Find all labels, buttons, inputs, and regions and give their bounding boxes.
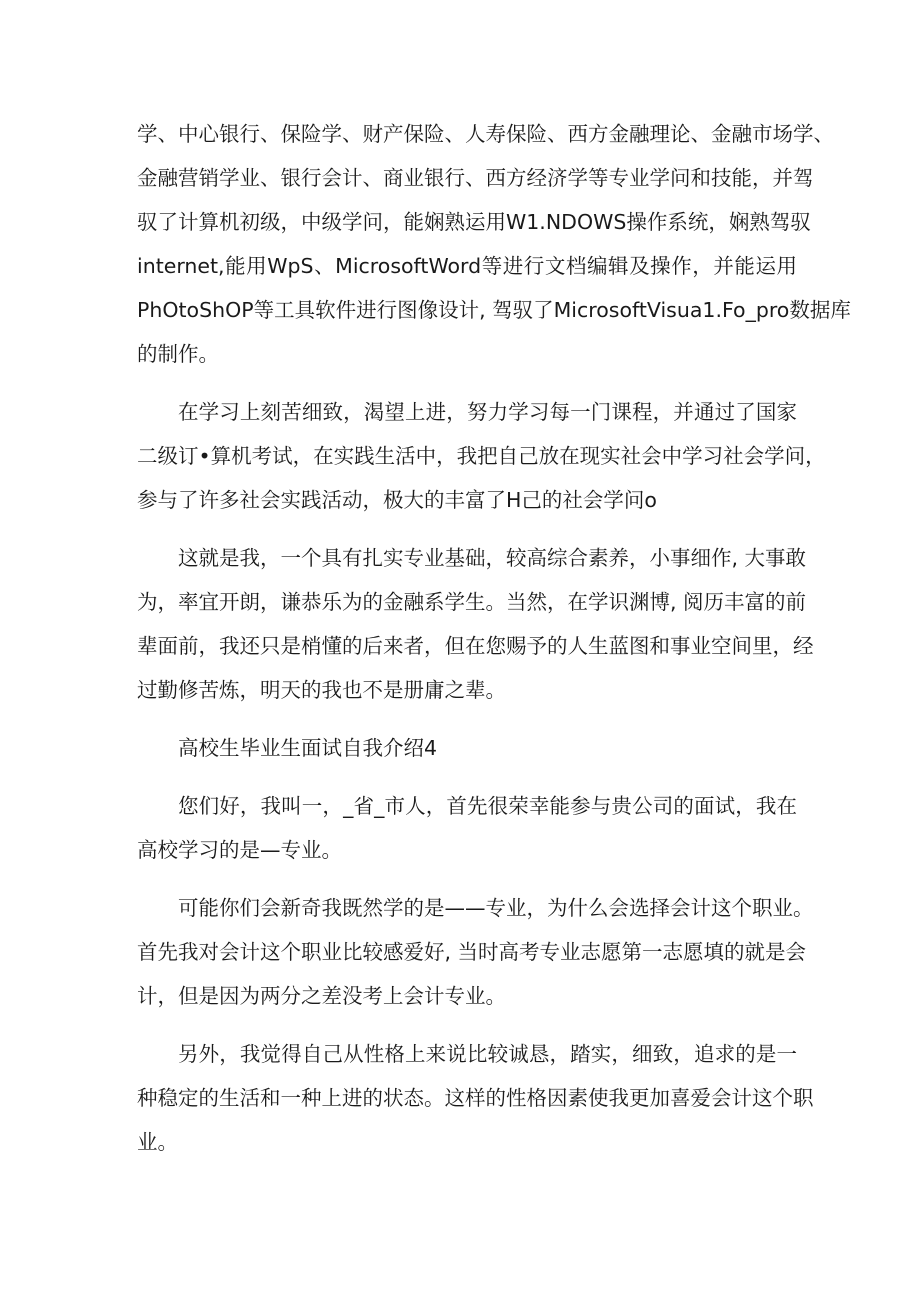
paragraph-line: 辈面前，我还只是梢懂的后来者，但在您赐予的人生蓝图和事业空间里，经 bbox=[137, 634, 814, 658]
paragraph-courses bbox=[137, 112, 851, 376]
paragraph-line: 首先我对会计这个职业比较感爱好, 当时高考专业志愿第一志愿填的就是会 bbox=[137, 940, 807, 964]
paragraph-gap bbox=[137, 376, 797, 390]
paragraph-line: 这就是我，一个具有扎实专业基础，较高综合素养，小事细作, 大事敢 bbox=[178, 546, 807, 570]
paragraph-personality bbox=[137, 1032, 814, 1164]
document-body bbox=[137, 112, 851, 1164]
paragraph-line: 业。 bbox=[137, 1130, 178, 1154]
paragraph-line: 可能你们会新奇我既然学的是——专业，为什么会选择会计这个职业。 bbox=[178, 896, 814, 920]
paragraph-line: 过勤修苦炼，明天的我也不是册庸之辈。 bbox=[137, 678, 506, 702]
paragraph-line: 驭了计算机初级，中级学问，能娴熟运用W1.NDOWS操作系统，娴熟驾驭 bbox=[137, 210, 811, 234]
paragraph-line: 计，但是因为两分之差没考上会计专业。 bbox=[137, 984, 506, 1008]
paragraph-line: 另外，我觉得自己从性格上来说比较诚恳，踏实，细致，追求的是一 bbox=[178, 1042, 797, 1066]
paragraph-line: 在学习上刻苦细致，渴望上进，努力学习每一门课程，并通过了国家 bbox=[178, 400, 797, 424]
paragraph-line: 为，率宜开朗，谦恭乐为的金融系学生。当然，在学识渊博, 阅历丰富的前 bbox=[137, 590, 807, 614]
paragraph-gap bbox=[137, 712, 797, 726]
paragraph-line: 您们好，我叫一，_省_市人，首先很荣幸能参与贵公司的面试，我在 bbox=[178, 794, 797, 818]
paragraph-line: 参与了许多社会实践活动，极大的丰富了H己的社会学问o bbox=[137, 488, 657, 512]
paragraph-line: PhOtoShOP等工具软件进行图像设计, 驾驭了MicrosoftVisua1.Fo_pro数据库 bbox=[137, 298, 851, 322]
paragraph-study bbox=[137, 390, 826, 522]
paragraph-line: 高校学习的是—专业。 bbox=[137, 838, 342, 862]
paragraph-gap bbox=[137, 1018, 797, 1032]
paragraph-gap bbox=[137, 522, 797, 536]
section-heading-text: 高校生毕业生面试自我介绍4 bbox=[178, 736, 438, 760]
paragraph-line: 的制作。 bbox=[137, 342, 219, 366]
paragraph-line: 金融营销学业、银行会计、商业银行、西方经济学等专业学问和技能，并驾 bbox=[137, 166, 814, 190]
paragraph-line: 学、中心银行、保险学、财产保险、人寿保险、西方金融理论、金融市场学、 bbox=[137, 122, 834, 146]
paragraph-line: internet,能用WpS、MicrosoftWord等进行文档编辑及操作，并能运用 bbox=[137, 254, 797, 278]
paragraph-reason bbox=[137, 886, 814, 1018]
section-heading bbox=[137, 726, 797, 770]
paragraph-gap bbox=[137, 770, 797, 784]
paragraph-greeting bbox=[137, 784, 797, 872]
paragraph-summary bbox=[137, 536, 814, 712]
paragraph-line: 种稳定的生活和一种上进的状态。这样的性格因素使我更加喜爱会计这个职 bbox=[137, 1086, 814, 1110]
paragraph-gap bbox=[137, 872, 797, 886]
paragraph-line: 二级订•算机考试，在实践生活中，我把自己放在现实社会中学习社会学问， bbox=[137, 444, 826, 468]
